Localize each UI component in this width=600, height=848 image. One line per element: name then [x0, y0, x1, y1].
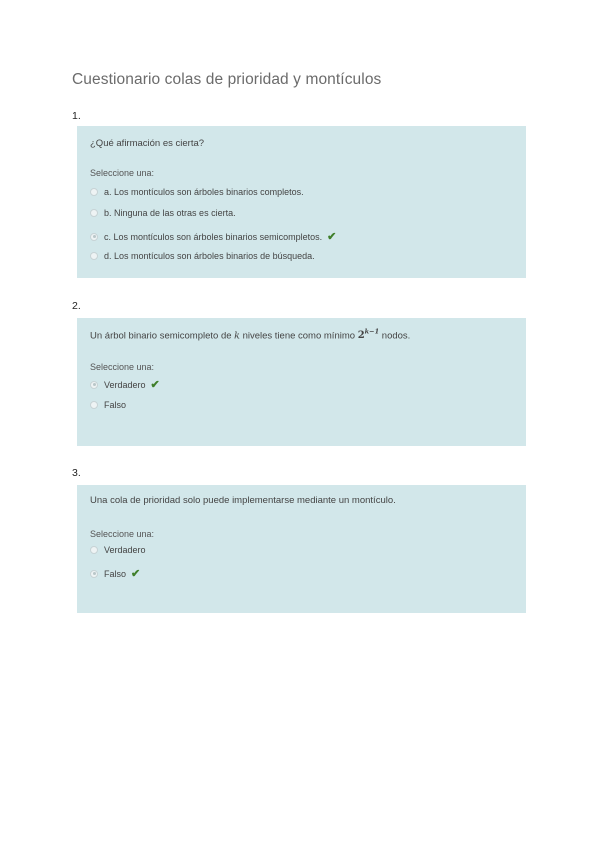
option-label: Falso: [104, 400, 127, 410]
radio-button[interactable]: [90, 209, 98, 217]
option-label: d. Los montículos son árboles binarios de búsqueda.: [104, 251, 315, 261]
answer-option-false[interactable]: [90, 400, 126, 410]
answer-option-b[interactable]: [90, 208, 236, 218]
check-icon: ✔: [327, 231, 337, 243]
page-title: Cuestionario colas de prioridad y montículos: [72, 71, 382, 88]
select-prompt: Seleccione una:: [90, 362, 155, 372]
question-box-2: [77, 318, 526, 446]
question-text: Una cola de prioridad solo puede implementarse mediante un montículo.: [90, 495, 396, 506]
math-variable: k: [234, 330, 240, 342]
question-number: 2.: [72, 300, 81, 312]
question-box-1: [77, 126, 526, 278]
check-icon: ✔: [131, 568, 141, 580]
math-expression: $2^{k-1}$: [357, 328, 380, 342]
radio-button[interactable]: [90, 401, 98, 409]
answer-option-d[interactable]: [90, 251, 315, 261]
option-label: c. Los montículos son árboles binarios semicompletos.: [104, 231, 323, 242]
select-prompt: Seleccione una:: [90, 168, 155, 178]
select-prompt: Seleccione una:: [90, 529, 155, 539]
option-label: Falso: [104, 568, 127, 579]
answer-option-true[interactable]: [90, 545, 146, 555]
radio-button[interactable]: [90, 546, 98, 554]
question-number: 1.: [72, 110, 81, 122]
radio-button-selected[interactable]: [90, 233, 98, 241]
question-text: Un árbol binario semicompleto de k niveles tiene como mínimo $2^{k-1}$ nodos.: [90, 328, 411, 342]
question-text: ¿Qué afirmación es cierta?: [90, 138, 205, 149]
radio-button-selected[interactable]: [90, 381, 98, 389]
radio-button[interactable]: [90, 252, 98, 260]
option-label: a. Los montículos son árboles binarios completos.: [104, 187, 304, 197]
answer-option-false[interactable]: [90, 567, 140, 580]
option-label: Verdadero: [104, 379, 146, 390]
radio-button-selected[interactable]: [90, 570, 98, 578]
question-box-3: [77, 485, 526, 613]
radio-button[interactable]: [90, 188, 98, 196]
answer-option-c[interactable]: [90, 230, 336, 243]
option-label: b. Ninguna de las otras es cierta.: [104, 208, 236, 218]
question-number: 3.: [72, 467, 81, 479]
option-label: Verdadero: [104, 545, 146, 555]
check-icon: ✔: [150, 379, 160, 391]
answer-option-true[interactable]: [90, 378, 160, 391]
answer-option-a[interactable]: [90, 187, 304, 197]
